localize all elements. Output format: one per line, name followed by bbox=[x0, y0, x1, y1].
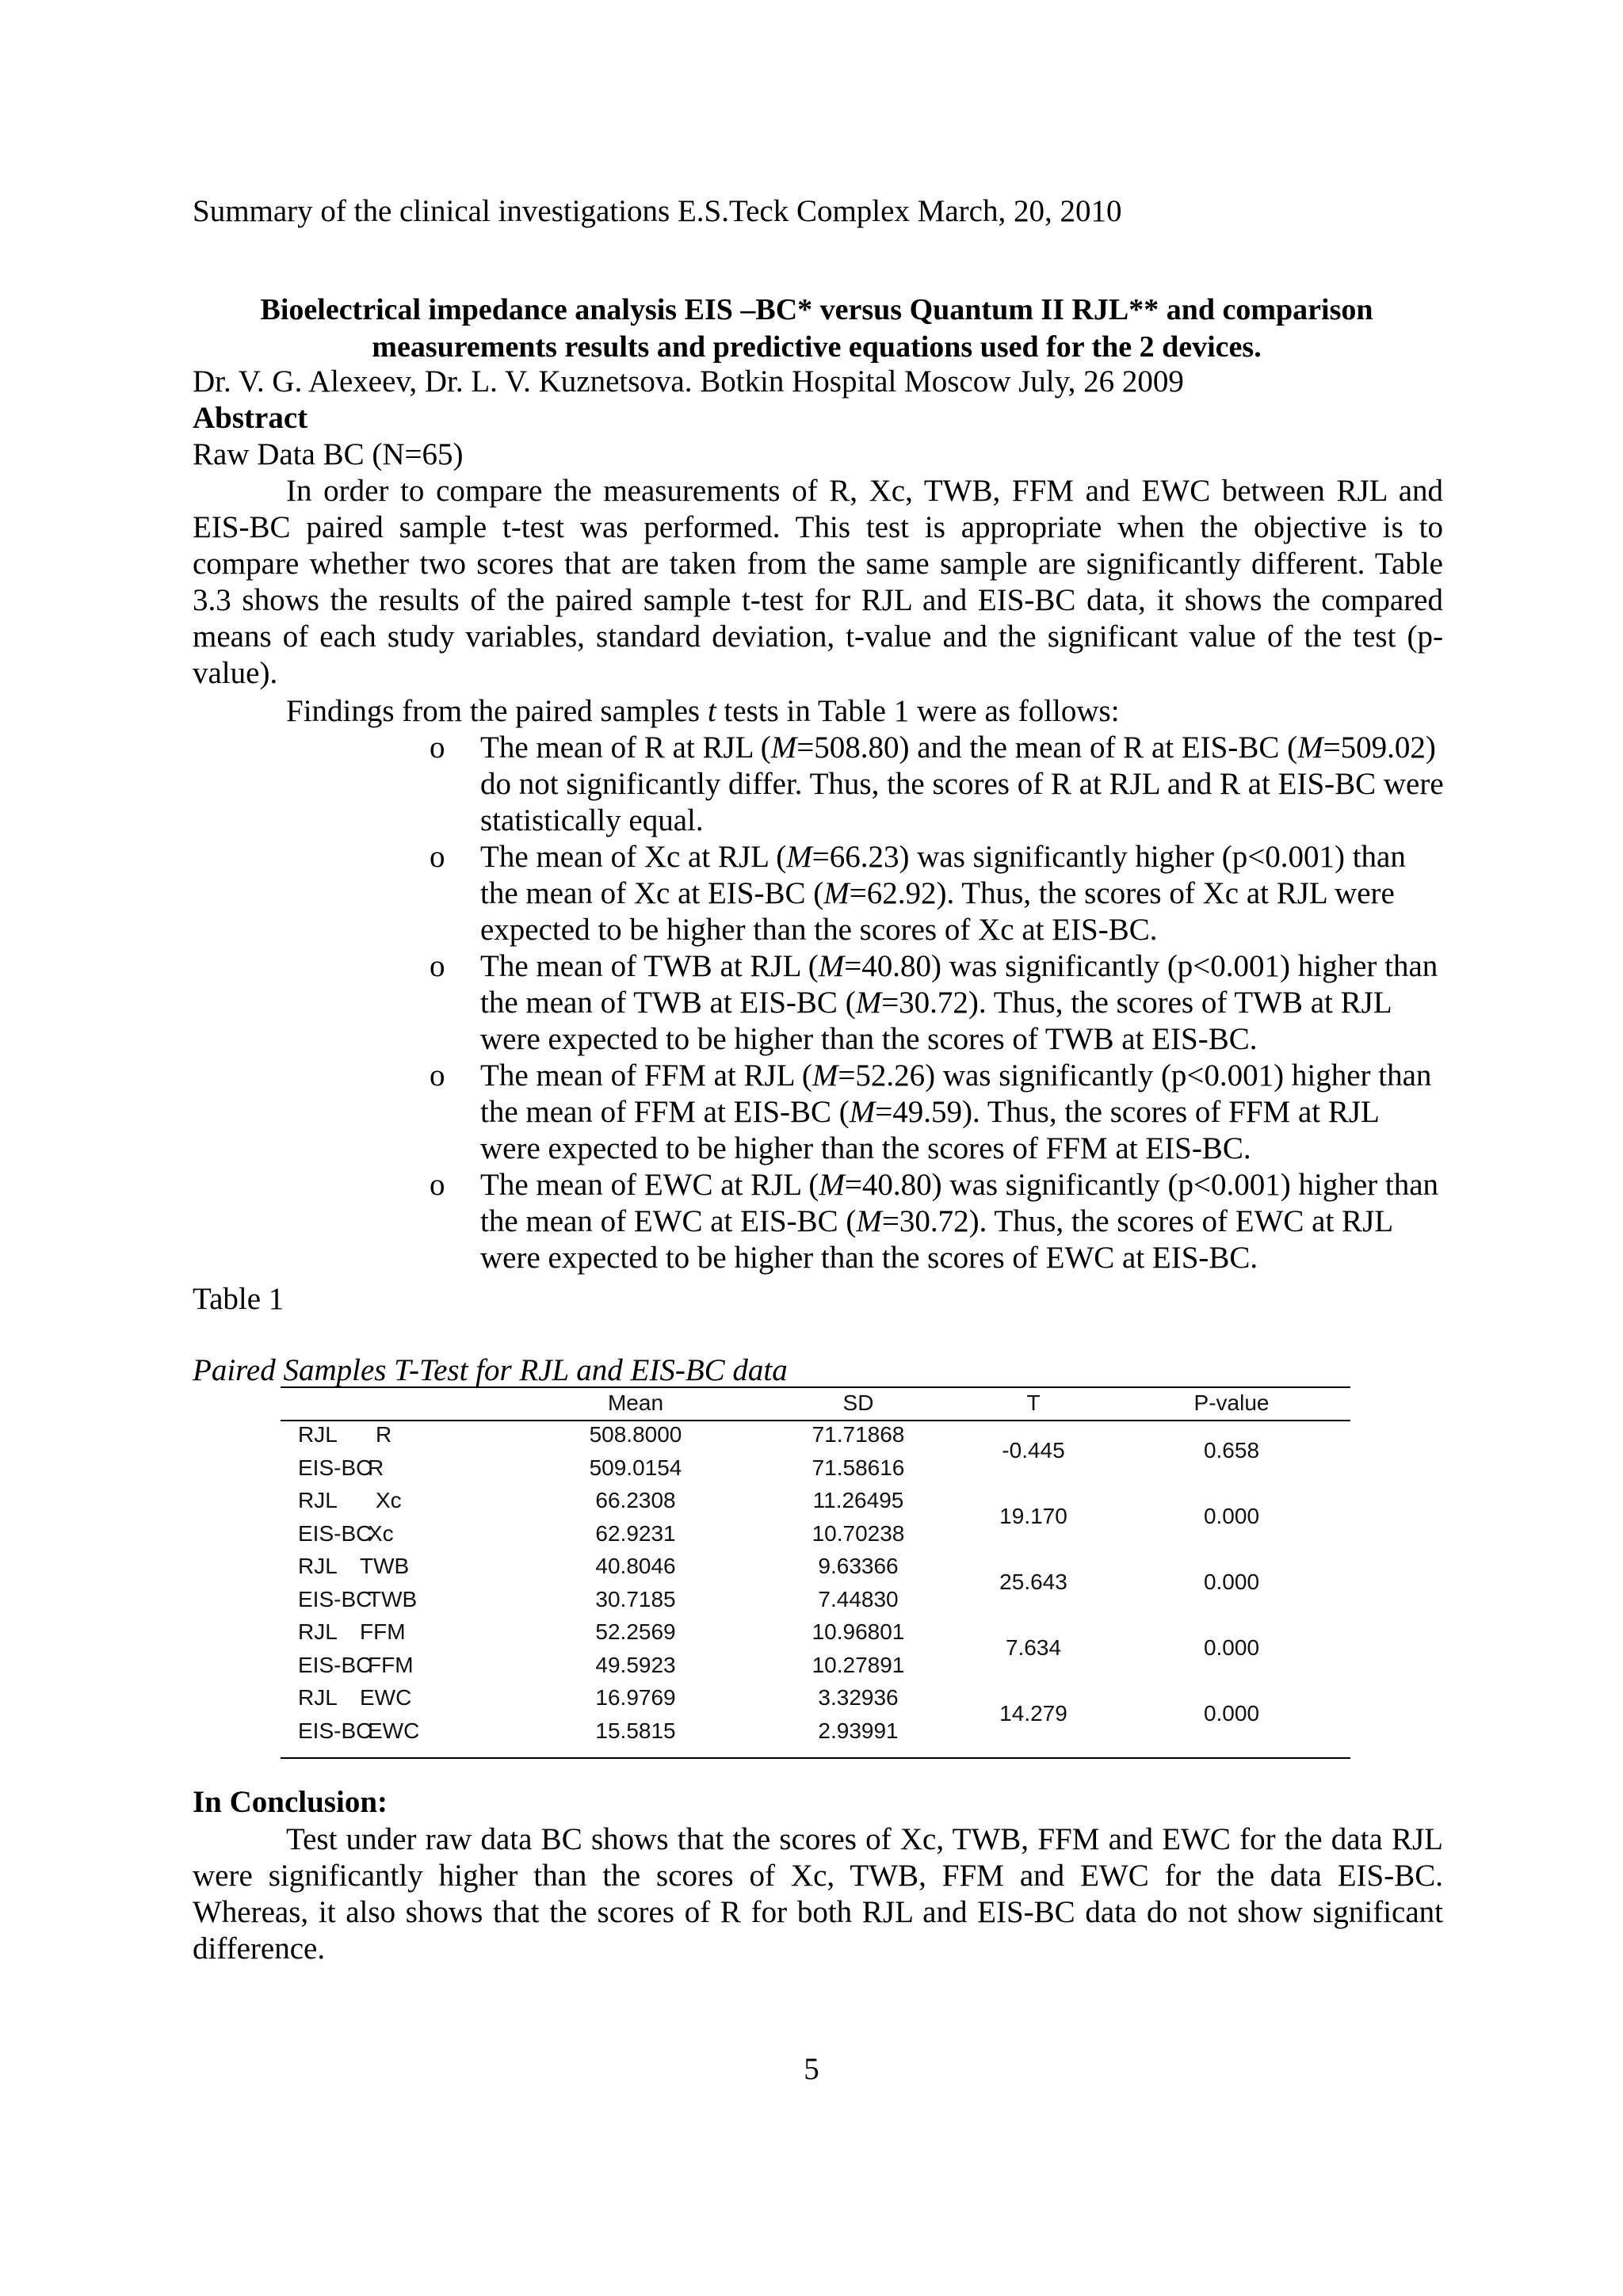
sd-cell: 10.27891 bbox=[812, 1652, 905, 1677]
bullet-marker: o bbox=[430, 1058, 445, 1093]
sd-cell: 9.63366 bbox=[818, 1554, 899, 1578]
findings-intro bbox=[286, 693, 1120, 730]
findings-list bbox=[414, 730, 1444, 1276]
bullet-marker: o bbox=[430, 1168, 445, 1202]
row-group-label: EIS-BC bbox=[298, 1586, 372, 1611]
sd-cell: 11.26495 bbox=[812, 1488, 904, 1512]
conclusion-heading: In Conclusion: bbox=[193, 1785, 388, 1819]
authors-line: Dr. V. G. Alexeev, Dr. L. V. Kuznetsova. Botkin Hospital Moscow July, 26 2009 bbox=[193, 364, 1184, 399]
row-variable-label: Xc bbox=[376, 1488, 402, 1512]
raw-data-label: Raw Data BC (N=65) bbox=[193, 437, 464, 471]
sd-cell: 71.71868 bbox=[812, 1422, 905, 1447]
sd-cell: 7.44830 bbox=[818, 1586, 899, 1611]
mean-cell: 509.0154 bbox=[589, 1455, 682, 1480]
finding-text: =509.02) do not significantly differ. Thus, the scores of R at RJL and R at EIS-BC were statistically equal. bbox=[480, 730, 1444, 837]
mean-cell: 40.8046 bbox=[595, 1554, 676, 1578]
finding-text: The mean of EWC at RJL ( bbox=[480, 1168, 819, 1202]
finding-mean-symbol: M bbox=[786, 840, 812, 874]
row-group-label: RJL bbox=[298, 1619, 338, 1644]
table-label: Table 1 bbox=[193, 1282, 285, 1316]
finding-text: =52.26) was significantly (p<0.001) higher than the mean of FFM at EIS-BC ( bbox=[480, 1058, 1432, 1129]
findings-intro-t: t bbox=[707, 694, 716, 728]
intro-paragraph: In order to compare the measurements of R, Xc, TWB, FFM and EWC between RJL and EIS-BC paired sample t-test was performed. This test is appropriate when the objective is to compare whether two scores that are taken from the same sample are significantly different. Table 3.3 shows the results of the paired sample t-test for RJL and EIS-BC data, it shows the compared means of each study variables, standard deviation, t-value and the significant value of the test (p-value). bbox=[193, 474, 1443, 690]
row-group-label: RJL bbox=[298, 1685, 338, 1710]
finding-item bbox=[414, 948, 1444, 1058]
finding-item bbox=[414, 1058, 1444, 1167]
finding-mean-symbol: M bbox=[856, 1204, 882, 1238]
running-header: Summary of the clinical investigations E.S.Teck Complex March, 20, 2010 bbox=[193, 194, 1122, 228]
finding-text: =30.72). Thus, the scores of TWB at RJL were expected to be higher than the scores of TWB at EIS-BC. bbox=[480, 986, 1392, 1056]
row-variable-label: FFM bbox=[368, 1652, 414, 1677]
t-value-cell: 14.279 bbox=[999, 1700, 1067, 1726]
t-value-cell: 25.643 bbox=[999, 1569, 1067, 1594]
finding-mean-symbol: M bbox=[823, 876, 850, 910]
mean-cell: 30.7185 bbox=[595, 1586, 676, 1611]
row-variable-label: R bbox=[368, 1455, 384, 1480]
sd-cell: 10.70238 bbox=[812, 1520, 905, 1546]
row-group-label: RJL bbox=[298, 1488, 338, 1512]
bullet-marker: o bbox=[430, 730, 445, 765]
finding-mean-symbol: M bbox=[770, 730, 797, 765]
bullet-marker: o bbox=[430, 840, 445, 874]
p-value-cell: 0.000 bbox=[1203, 1569, 1260, 1594]
finding-mean-symbol: M bbox=[818, 949, 845, 983]
finding-text: The mean of TWB at RJL ( bbox=[480, 949, 819, 983]
row-group-label: RJL bbox=[298, 1422, 338, 1447]
header-p-value: P-value bbox=[1193, 1390, 1270, 1415]
mean-cell: 15.5815 bbox=[595, 1718, 676, 1743]
abstract-heading: Abstract bbox=[193, 401, 308, 435]
row-group-label: EIS-BC bbox=[298, 1520, 372, 1546]
mean-cell: 52.2569 bbox=[595, 1619, 676, 1644]
row-variable-label: Xc bbox=[368, 1520, 394, 1546]
mean-cell: 49.5923 bbox=[595, 1652, 676, 1677]
findings-intro-text-end: tests in Table 1 were as follows: bbox=[716, 694, 1120, 728]
p-value-cell: 0.000 bbox=[1203, 1503, 1260, 1528]
finding-item bbox=[414, 839, 1444, 948]
conclusion-paragraph: Test under raw data BC shows that the scores of Xc, TWB, FFM and EWC for the data RJL were significantly higher than the scores of Xc, TWB, FFM and EWC for the data EIS-BC. Whereas, it also shows that the scores of R for both RJL and EIS-BC data do not show significant difference. bbox=[193, 1822, 1443, 1966]
mean-cell: 16.9769 bbox=[595, 1685, 676, 1710]
finding-mean-symbol: M bbox=[1297, 730, 1323, 765]
row-group-label: EIS-BC bbox=[298, 1652, 372, 1677]
p-value-cell: 0.000 bbox=[1203, 1700, 1260, 1726]
page-number: 5 bbox=[804, 2052, 819, 2086]
mean-cell: 508.8000 bbox=[589, 1422, 682, 1447]
t-value-cell: -0.445 bbox=[1002, 1437, 1065, 1463]
row-variable-label: TWB bbox=[360, 1554, 410, 1578]
finding-text: The mean of R at RJL ( bbox=[480, 730, 771, 765]
findings-intro-text: Findings from the paired samples bbox=[286, 694, 708, 728]
table-caption: Paired Samples T-Test for RJL and EIS-BC data bbox=[193, 1353, 788, 1387]
finding-item bbox=[414, 730, 1444, 839]
table-top-rule bbox=[281, 1386, 1350, 1388]
t-value-cell: 7.634 bbox=[1005, 1634, 1062, 1660]
row-group-label: RJL bbox=[298, 1554, 338, 1578]
p-value-cell: 0.000 bbox=[1203, 1634, 1260, 1660]
finding-text: The mean of Xc at RJL ( bbox=[480, 840, 787, 874]
header-sd: SD bbox=[842, 1390, 874, 1415]
t-value-cell: 19.170 bbox=[999, 1503, 1067, 1528]
mean-cell: 66.2308 bbox=[595, 1488, 676, 1512]
header-t: T bbox=[1026, 1390, 1041, 1415]
table-bottom-rule bbox=[281, 1757, 1350, 1759]
mean-cell: 62.9231 bbox=[595, 1520, 676, 1546]
row-variable-label: FFM bbox=[360, 1619, 406, 1644]
finding-item bbox=[414, 1167, 1444, 1276]
finding-text: =40.80) was significantly (p<0.001) higher than the mean of TWB at EIS-BC ( bbox=[480, 949, 1438, 1020]
p-value-cell: 0.658 bbox=[1203, 1437, 1260, 1463]
finding-mean-symbol: M bbox=[812, 1058, 838, 1093]
sd-cell: 10.96801 bbox=[812, 1619, 905, 1644]
row-variable-label: R bbox=[376, 1422, 392, 1447]
row-variable-label: EWC bbox=[360, 1685, 412, 1710]
sd-cell: 71.58616 bbox=[812, 1455, 905, 1480]
row-group-label: EIS-BC bbox=[298, 1718, 372, 1743]
finding-mean-symbol: M bbox=[855, 986, 882, 1020]
finding-text: =40.80) was significantly (p<0.001) higher than the mean of EWC at EIS-BC ( bbox=[480, 1168, 1439, 1238]
sd-cell: 3.32936 bbox=[818, 1685, 899, 1710]
finding-text: =66.23) was significantly higher (p<0.001) than the mean of Xc at EIS-BC ( bbox=[480, 840, 1406, 910]
row-variable-label: EWC bbox=[368, 1718, 420, 1743]
header-mean: Mean bbox=[607, 1390, 664, 1415]
finding-text: =62.92). Thus, the scores of Xc at RJL were expected to be higher than the scores of Xc at EIS-BC. bbox=[480, 876, 1395, 947]
bullet-marker: o bbox=[430, 949, 445, 983]
row-group-label: EIS-BC bbox=[298, 1455, 372, 1480]
row-variable-label: TWB bbox=[368, 1586, 418, 1611]
finding-mean-symbol: M bbox=[849, 1095, 876, 1129]
finding-text: =49.59). Thus, the scores of FFM at RJL were expected to be higher than the scores of FFM at EIS-BC. bbox=[480, 1095, 1379, 1165]
document-title: Bioelectrical impedance analysis EIS –BC* versus Quantum II RJL** and comparison measurements results and predictive equations used for the 2 devices. bbox=[260, 293, 1373, 364]
finding-mean-symbol: M bbox=[819, 1168, 845, 1202]
finding-text: =508.80) and the mean of R at EIS-BC ( bbox=[796, 730, 1298, 765]
sd-cell: 2.93991 bbox=[818, 1718, 899, 1743]
finding-text: The mean of FFM at RJL ( bbox=[480, 1058, 812, 1093]
finding-text: =30.72). Thus, the scores of EWC at RJL were expected to be higher than the scores of EWC at EIS-BC. bbox=[480, 1204, 1392, 1275]
